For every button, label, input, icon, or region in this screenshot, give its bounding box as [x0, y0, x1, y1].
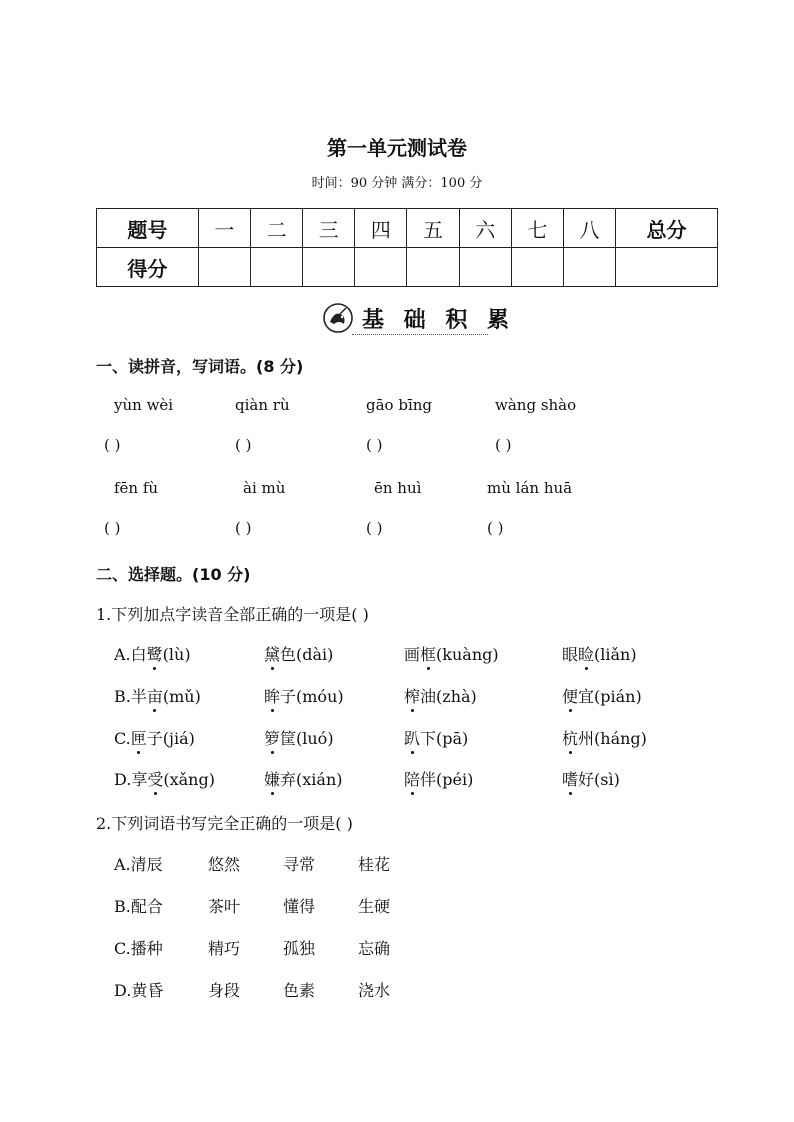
option-text: A.白 [114, 645, 147, 664]
dotted-char: 趴 [404, 726, 420, 749]
answer-blank[interactable]: ( ) [366, 436, 383, 454]
dotted-char: 鹭 [147, 642, 163, 665]
score-table [96, 208, 718, 287]
score-header-cell: 六 [459, 209, 511, 248]
dotted-char: 杭 [562, 726, 578, 749]
score-cell[interactable] [407, 248, 459, 287]
option-d-item [264, 767, 343, 790]
banner-title: 基 础 积 累 [362, 308, 515, 333]
dotted-char: 睑 [578, 642, 594, 665]
score-cell[interactable] [251, 248, 303, 287]
score-cell[interactable] [616, 248, 718, 287]
dotted-char: 眸 [264, 684, 280, 707]
score-header-cell: 四 [355, 209, 407, 248]
score-cell[interactable] [459, 248, 511, 287]
score-header-cell: 五 [407, 209, 459, 248]
dotted-char: 亩 [147, 684, 163, 707]
dotted-char: 框 [420, 642, 436, 665]
option-text: 子(jiá) [146, 729, 195, 748]
answer-blank[interactable]: ( ) [487, 519, 504, 537]
option-word: 悠然 [208, 855, 241, 874]
option-text: 油(zhà) [420, 687, 477, 706]
pinyin-item: yùn wèi [114, 396, 174, 414]
score-header-cell: 八 [563, 209, 615, 248]
answer-blank[interactable]: ( ) [235, 436, 252, 454]
option-text: 筐(luó) [280, 729, 334, 748]
option-text: 弃(xián) [280, 770, 343, 789]
answer-blank[interactable]: ( ) [366, 519, 383, 537]
option-text: 眼 [562, 645, 579, 664]
dotted-char: 嗜 [562, 767, 578, 790]
answer-blank[interactable]: ( ) [235, 519, 252, 537]
score-table-header-row [97, 209, 718, 248]
option-a-item [264, 642, 333, 665]
score-cell[interactable] [355, 248, 407, 287]
dotted-char: 受 [147, 767, 163, 790]
option-word: 忘确 [358, 939, 391, 958]
option-a-item[interactable] [114, 642, 191, 665]
question-stem: 2.下列词语书写完全正确的一项是( ) [96, 814, 353, 833]
pinyin-item: wàng shào [495, 396, 577, 414]
dotted-char: 箩 [264, 726, 280, 749]
option-word: 懂得 [283, 897, 316, 916]
option-word: 浇水 [358, 981, 391, 1000]
option-word: 生硬 [358, 897, 391, 916]
option-d-item [562, 767, 620, 790]
question-stem: 1.下列加点字读音全部正确的一项是( ) [96, 605, 369, 624]
option-c-item[interactable] [114, 726, 195, 749]
option-b-item[interactable] [114, 684, 201, 707]
score-cell[interactable] [303, 248, 355, 287]
option-text: (xǎng) [163, 770, 215, 789]
score-header-cell: 七 [511, 209, 563, 248]
option-text: (mǔ) [162, 687, 201, 706]
pinyin-item: fēn fù [114, 479, 159, 497]
option-text: 州(háng) [578, 729, 647, 748]
option-text: (lù) [162, 645, 191, 664]
option-text: (kuàng) [436, 645, 499, 664]
score-header-cell: 三 [303, 209, 355, 248]
option-text: 下(pā) [420, 729, 469, 748]
option-text: 色(dài) [280, 645, 334, 664]
option-a-item [562, 642, 637, 665]
option-text: 伴(péi) [420, 770, 474, 789]
dotted-char: 榨 [404, 684, 420, 707]
option-text: D.享 [114, 770, 148, 789]
answer-blank[interactable]: ( ) [495, 436, 512, 454]
option-text: 子(móu) [280, 687, 344, 706]
option-c-item [264, 726, 334, 749]
option-text: 好(sì) [578, 770, 620, 789]
banner-emblem-icon [322, 302, 354, 334]
option-text: C. [114, 729, 131, 748]
option-word: 身段 [208, 981, 241, 1000]
score-row-label: 得分 [97, 248, 199, 287]
option-word: 桂花 [358, 855, 391, 874]
option-d-word[interactable]: D.黄昏 [114, 981, 164, 1000]
option-a-word[interactable]: A.清辰 [114, 855, 163, 874]
option-word: 精巧 [208, 939, 241, 958]
pinyin-item: mù lán huā [487, 479, 573, 497]
pinyin-item: qiàn rù [235, 396, 290, 414]
option-c-word[interactable]: C.播种 [114, 939, 163, 958]
option-b-item [404, 684, 477, 707]
score-table-score-row [97, 248, 718, 287]
pinyin-item: gāo bīng [366, 396, 433, 414]
option-word: 茶叶 [208, 897, 241, 916]
option-b-word[interactable]: B.配合 [114, 897, 163, 916]
dotted-char: 陪 [404, 767, 420, 790]
option-word: 色素 [283, 981, 316, 1000]
section-heading: 二、选择题。(10 分) [96, 565, 251, 584]
option-text: B.半 [114, 687, 147, 706]
dotted-char: 黛 [264, 642, 280, 665]
option-word: 寻常 [283, 855, 316, 874]
score-header-cell: 题号 [97, 209, 199, 248]
page-title: 第一单元测试卷 [327, 136, 467, 160]
score-cell[interactable] [563, 248, 615, 287]
option-text: (liǎn) [594, 645, 637, 664]
option-b-item [562, 684, 642, 707]
option-d-item [404, 767, 473, 790]
dotted-char: 嫌 [264, 767, 280, 790]
option-c-item [404, 726, 468, 749]
dotted-char: 匣 [131, 726, 147, 749]
section-banner [322, 300, 515, 336]
option-b-item [264, 684, 344, 707]
score-header-cell: 总分 [616, 209, 718, 248]
option-text: 宜(pián) [578, 687, 642, 706]
answer-blank[interactable]: ( ) [104, 436, 121, 454]
answer-blank[interactable]: ( ) [104, 519, 121, 537]
option-a-item [404, 642, 499, 665]
option-c-item [562, 726, 647, 749]
score-header-cell: 二 [251, 209, 303, 248]
score-header-cell: 一 [198, 209, 250, 248]
option-d-item[interactable] [114, 767, 215, 790]
dotted-char: 便 [562, 684, 578, 707]
option-text: 画 [404, 645, 421, 664]
score-cell[interactable] [198, 248, 250, 287]
banner-underline [352, 334, 488, 335]
pinyin-item: ài mù [243, 479, 286, 497]
score-cell[interactable] [511, 248, 563, 287]
option-word: 孤独 [283, 939, 316, 958]
exam-meta: 时间：90 分钟 满分：100 分 [311, 176, 483, 191]
pinyin-item: ēn huì [374, 479, 422, 497]
section-heading: 一、读拼音，写词语。(8 分) [96, 357, 304, 376]
